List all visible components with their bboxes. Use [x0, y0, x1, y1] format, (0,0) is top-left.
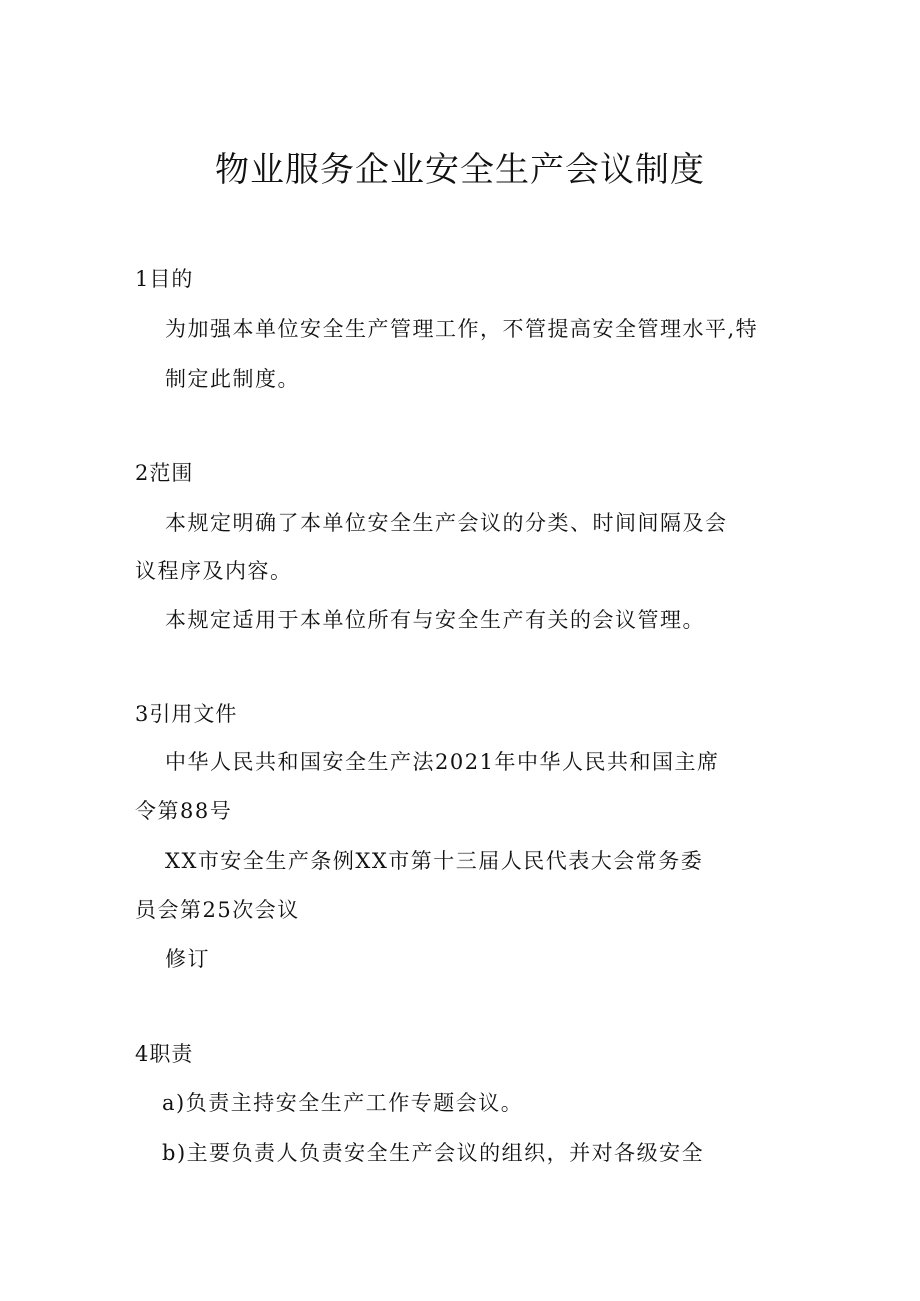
paragraph-line: 员会第25次会议	[135, 898, 300, 922]
section-heading-responsibilities: 4职责	[135, 1042, 194, 1066]
paragraph-line: 议程序及内容。	[135, 559, 293, 583]
paragraph-line: 制定此制度。	[165, 367, 300, 391]
paragraph-line: 为加强本单位安全生产管理工作，不管提高安全管理水平,特	[165, 317, 759, 341]
list-item: a)负责主持安全生产工作专题会议。	[162, 1091, 524, 1115]
paragraph-line: 修订	[165, 947, 210, 971]
paragraph-line: 本规定适用于本单位所有与安全生产有关的会议管理。	[165, 608, 705, 632]
paragraph-line: 中华人民共和国安全生产法2021年中华人民共和国主席	[165, 750, 720, 774]
document-title: 物业服务企业安全生产会议制度	[215, 150, 705, 190]
section-heading-scope: 2范围	[135, 461, 194, 485]
paragraph-line: 令第88号	[135, 799, 233, 823]
paragraph-line: 本规定明确了本单位安全生产会议的分类、时间间隔及会	[165, 511, 728, 535]
paragraph-line: XX市安全生产条例XX市第十三届人民代表大会常务委	[165, 849, 704, 873]
section-heading-references: 3引用文件	[135, 702, 238, 726]
list-item: b)主要负责人负责安全生产会议的组织，并对各级安全	[162, 1141, 705, 1165]
section-heading-purpose: 1目的	[135, 267, 194, 291]
